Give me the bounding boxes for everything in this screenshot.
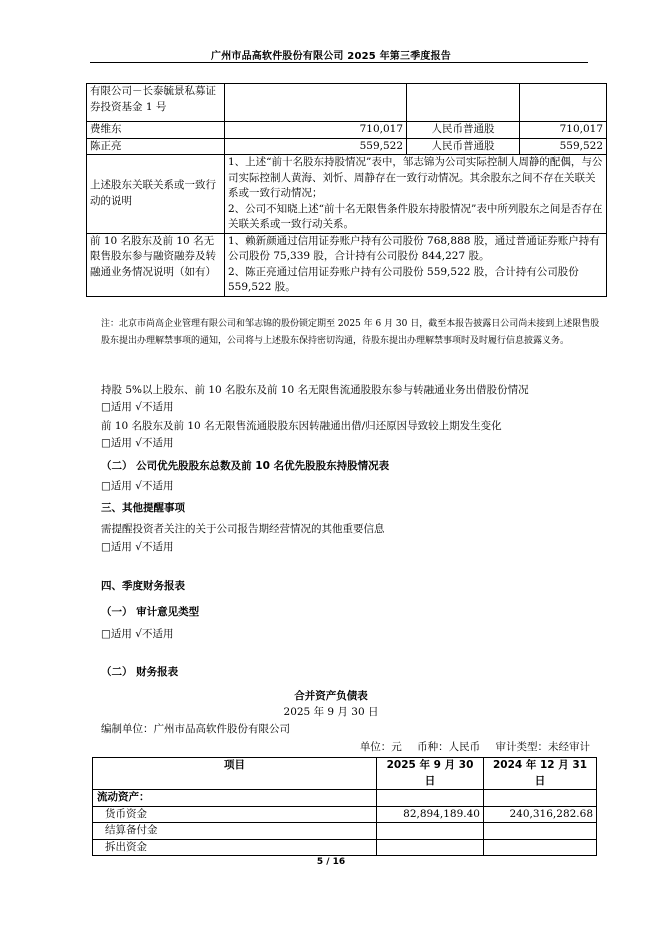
share-type: 人民币普通股 bbox=[407, 122, 520, 139]
table-row bbox=[87, 138, 607, 155]
table-row bbox=[87, 122, 607, 139]
preferred-shares-heading: （二） 公司优先股股东总数及前 10 名优先股股东持股情况表 bbox=[101, 460, 390, 472]
audit-opinion-heading: （一） 审计意见类型 bbox=[101, 606, 200, 618]
table-row bbox=[87, 155, 607, 234]
shareholder-name: 费维东 bbox=[87, 122, 225, 139]
column-header: 2024 年 12 月 31 日 bbox=[484, 758, 597, 790]
balance-sheet-date: 2025 年 9 月 30 日 bbox=[283, 706, 379, 718]
other-reminders-text: 需提醒投资者关注的关于公司报告期经营情况的其他重要信息 bbox=[101, 523, 385, 535]
shareholder-name: 陈正亮 bbox=[87, 138, 225, 155]
shareholder-table bbox=[86, 83, 607, 297]
header-divider bbox=[90, 62, 588, 63]
column-header: 2025 年 9 月 30 日 bbox=[377, 758, 484, 790]
preferred-shares-option: □适用 √不适用 bbox=[101, 480, 174, 492]
share-qty: 559,522 bbox=[520, 138, 607, 155]
table-row bbox=[93, 839, 597, 856]
empty-cell bbox=[377, 790, 484, 807]
prior-value: 240,316,282.68 bbox=[484, 806, 597, 823]
table-row bbox=[87, 233, 607, 296]
share-qty: 710,017 bbox=[520, 122, 607, 139]
financial-statements-heading: 四、季度财务报表 bbox=[101, 580, 185, 592]
margin-text: 1、赖新颜通过信用证券账户持有公司股份 768,888 股，通过普通证券账户持有公司股份 75,339 股，合计持有公司股份 844,227 股。 2、陈正亮通过信用证券账户持有公司股份 559,522 股，合计持有公司股份 559,522 股。 bbox=[225, 233, 607, 296]
table-row bbox=[93, 790, 597, 807]
share-type bbox=[407, 84, 520, 122]
margin-label: 前 10 名股东及前 10 名无限售股东参与融资融券及转融通业务情况说明（如有） bbox=[87, 233, 225, 296]
balance-sheet-table bbox=[92, 757, 597, 856]
relation-text: 1、上述“前十名股东持股情况”表中，邹志锦为公司实际控制人周静的配偶，与公司实际控制人黄海、刘忻、周静存在一致行动情况。其余股东之间不存在关联关系或一致行动情况； 2、公司不知晓上述“前十名无限售条件股东持股情况”表中所列股东之间是否存在关联关系或一致行动关系。 bbox=[225, 155, 607, 234]
page-number: 5 / 16 bbox=[316, 857, 346, 867]
lending-change-option: □适用 √不适用 bbox=[101, 437, 174, 449]
table-row bbox=[93, 823, 597, 840]
audit-opinion-option: □适用 √不适用 bbox=[101, 628, 174, 640]
report-header-title: 广州市品高软件股份有限公司 2025 年第三季度报告 bbox=[211, 51, 451, 62]
line-item: 货币资金 bbox=[93, 806, 377, 823]
current-value: 82,894,189.40 bbox=[377, 806, 484, 823]
other-reminders-heading: 三、其他提醒事项 bbox=[101, 502, 185, 514]
column-header: 项目 bbox=[93, 758, 377, 790]
shareholder-qty: 559,522 bbox=[225, 138, 407, 155]
empty-cell bbox=[484, 790, 597, 807]
shareholder-qty bbox=[225, 84, 407, 122]
relation-label: 上述股东关联关系或一致行动的说明 bbox=[87, 155, 225, 234]
table-row bbox=[93, 806, 597, 823]
prior-value bbox=[484, 839, 597, 856]
line-item: 拆出资金 bbox=[93, 839, 377, 856]
shareholder-name: 有限公司－长泰毓景私募证券投资基金 1 号 bbox=[87, 84, 225, 122]
unit-label: 单位：元 bbox=[359, 741, 402, 753]
share-qty bbox=[520, 84, 607, 122]
preparer-unit: 编制单位：广州市品高软件股份有限公司 bbox=[101, 723, 290, 735]
balance-sheet-meta bbox=[348, 739, 590, 754]
audit-type-label: 审计类型：未经审计 bbox=[495, 741, 590, 753]
lending-line: 持股 5%以上股东、前 10 名股东及前 10 名无限售流通股股东参与转融通业务出借股份情况 bbox=[101, 384, 529, 396]
lending-option: □适用 √不适用 bbox=[101, 401, 174, 413]
lending-change-line: 前 10 名股东及前 10 名无限售流通股股东因转融通出借/归还原因导致较上期发生变化 bbox=[101, 420, 502, 432]
section-label: 流动资产： bbox=[93, 790, 377, 807]
current-value bbox=[377, 839, 484, 856]
statements-subheading: （二） 财务报表 bbox=[101, 666, 179, 678]
other-reminders-option: □适用 √不适用 bbox=[101, 541, 174, 553]
current-value bbox=[377, 823, 484, 840]
shareholder-qty: 710,017 bbox=[225, 122, 407, 139]
table-row bbox=[87, 84, 607, 122]
line-item: 结算备付金 bbox=[93, 823, 377, 840]
currency-label: 币种：人民币 bbox=[417, 741, 481, 753]
table-footnote: 注：北京市尚高企业管理有限公司和邹志锦的股份锁定期至 2025 年 6 月 30 日，截至本报告披露日公司尚未接到上述限售股股东提出办理解禁事项的通知，公司将与上述股东保持密切沟通，待股东提出办理解禁事项时及时履行信息披露义务。 bbox=[101, 319, 600, 346]
share-type: 人民币普通股 bbox=[407, 138, 520, 155]
balance-sheet-title: 合并资产负债表 bbox=[294, 690, 368, 702]
prior-value bbox=[484, 823, 597, 840]
table-header-row bbox=[93, 758, 597, 790]
